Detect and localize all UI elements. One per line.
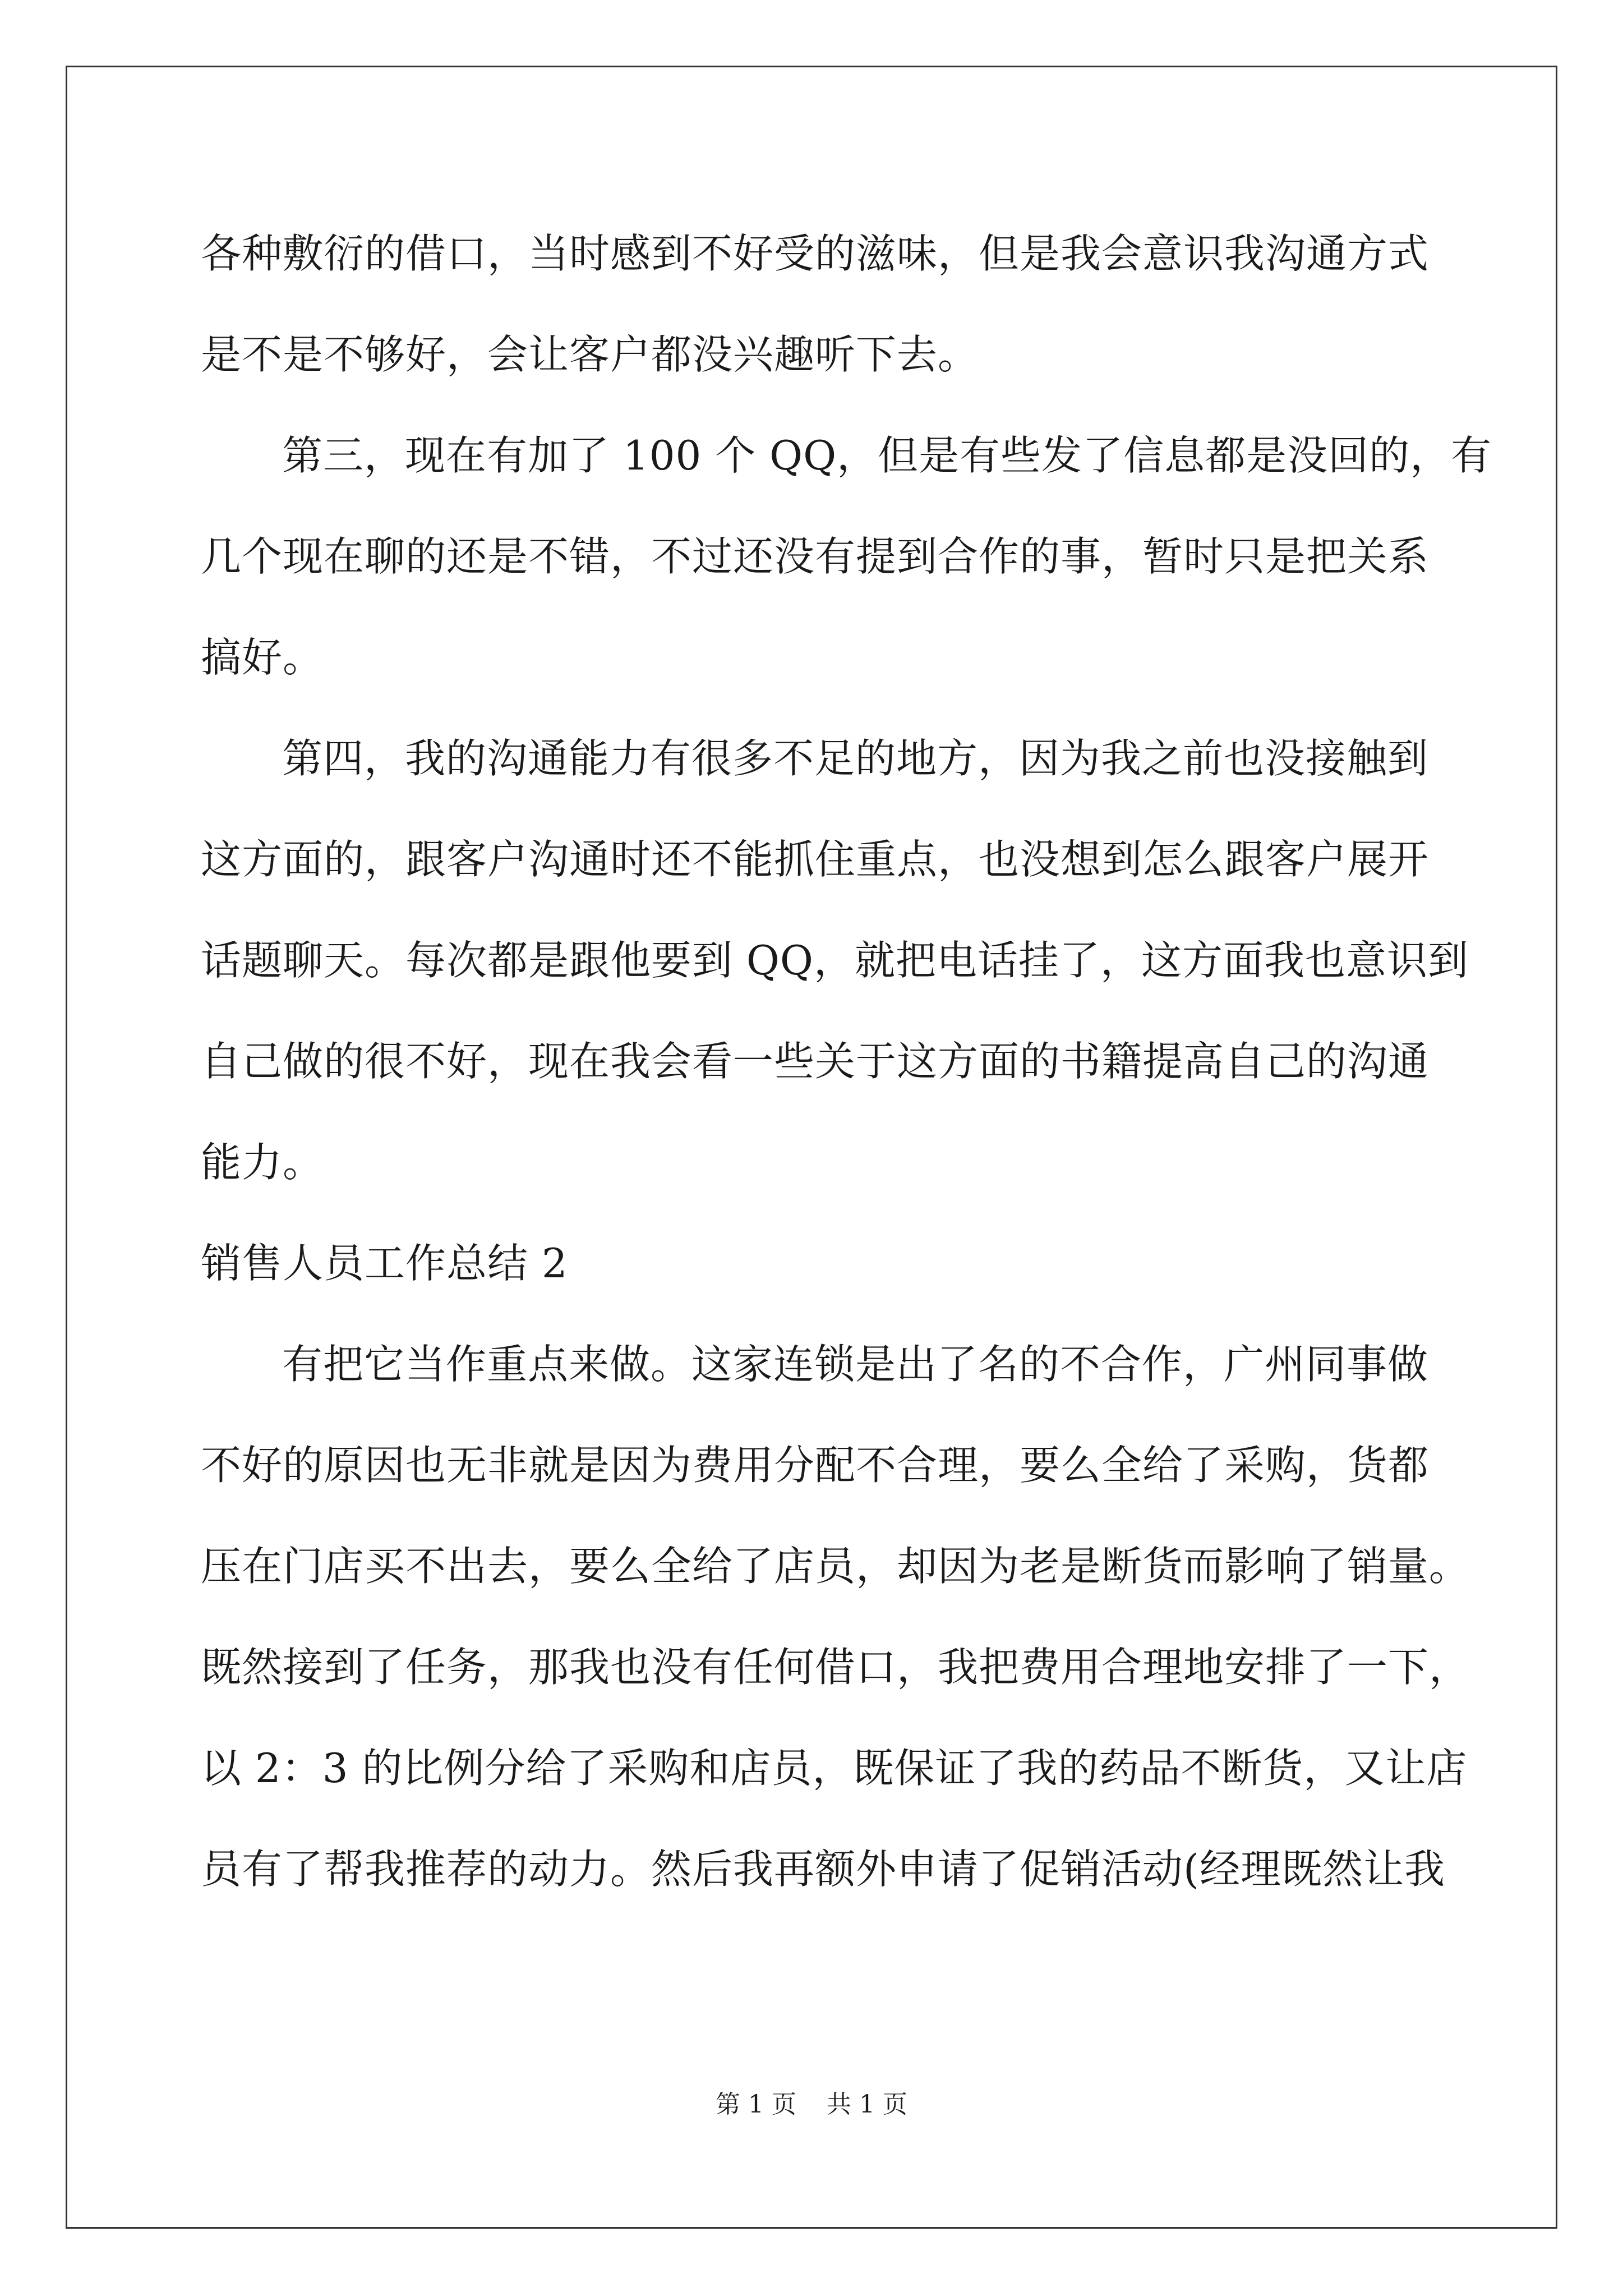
text-line: 能力。 <box>201 1139 324 1186</box>
page-total: 共 1 页 <box>827 2090 907 2119</box>
text-line: 各种敷衍的借口，当时感到不好受的滋味，但是我会意识我沟通方式 <box>201 230 1430 277</box>
text-line: 员有了帮我推荐的动力。然后我再额外申请了促销活动(经理既然让我 <box>201 1846 1446 1893</box>
text-line: 搞好。 <box>201 634 324 681</box>
paragraph-first-line: 第四，我的沟通能力有很多不足的地方，因为我之前也没接触到 <box>282 735 1429 782</box>
text-line: 销售人员工作总结 2 <box>201 1240 568 1287</box>
text-line: 几个现在聊的还是不错，不过还没有提到合作的事，暂时只是把关系 <box>201 533 1430 580</box>
document-body <box>201 203 1492 1920</box>
paragraph-first-line: 第三，现在有加了 100 个 QQ，但是有些发了信息都是没回的，有 <box>282 432 1492 479</box>
page-number: 第 1 页 <box>716 2090 796 2119</box>
text-line: 自己做的很不好，现在我会看一些关于这方面的书籍提高自己的沟通 <box>201 1038 1430 1085</box>
text-line: 不好的原因也无非就是因为费用分配不合理，要么全给了采购，货都 <box>201 1442 1430 1489</box>
text-line: 话题聊天。每次都是跟他要到 QQ，就把电话挂了，这方面我也意识到 <box>201 937 1469 984</box>
text-line: 是不是不够好，会让客户都没兴趣听下去。 <box>201 331 979 378</box>
page-footer <box>0 2088 1623 2122</box>
text-line: 以 2：3 的比例分给了采购和店员，既保证了我的药品不断货，又让店 <box>201 1745 1468 1792</box>
paragraph-first-line: 有把它当作重点来做。这家连锁是出了名的不合作，广州同事做 <box>282 1341 1429 1388</box>
text-line: 这方面的，跟客户沟通时还不能抓住重点，也没想到怎么跟客户展开 <box>201 836 1430 883</box>
text-line: 既然接到了任务，那我也没有任何借口，我把费用合理地安排了一下， <box>201 1644 1470 1691</box>
text-line: 压在门店买不出去，要么全给了店员，却因为老是断货而影响了销量。 <box>201 1543 1470 1590</box>
